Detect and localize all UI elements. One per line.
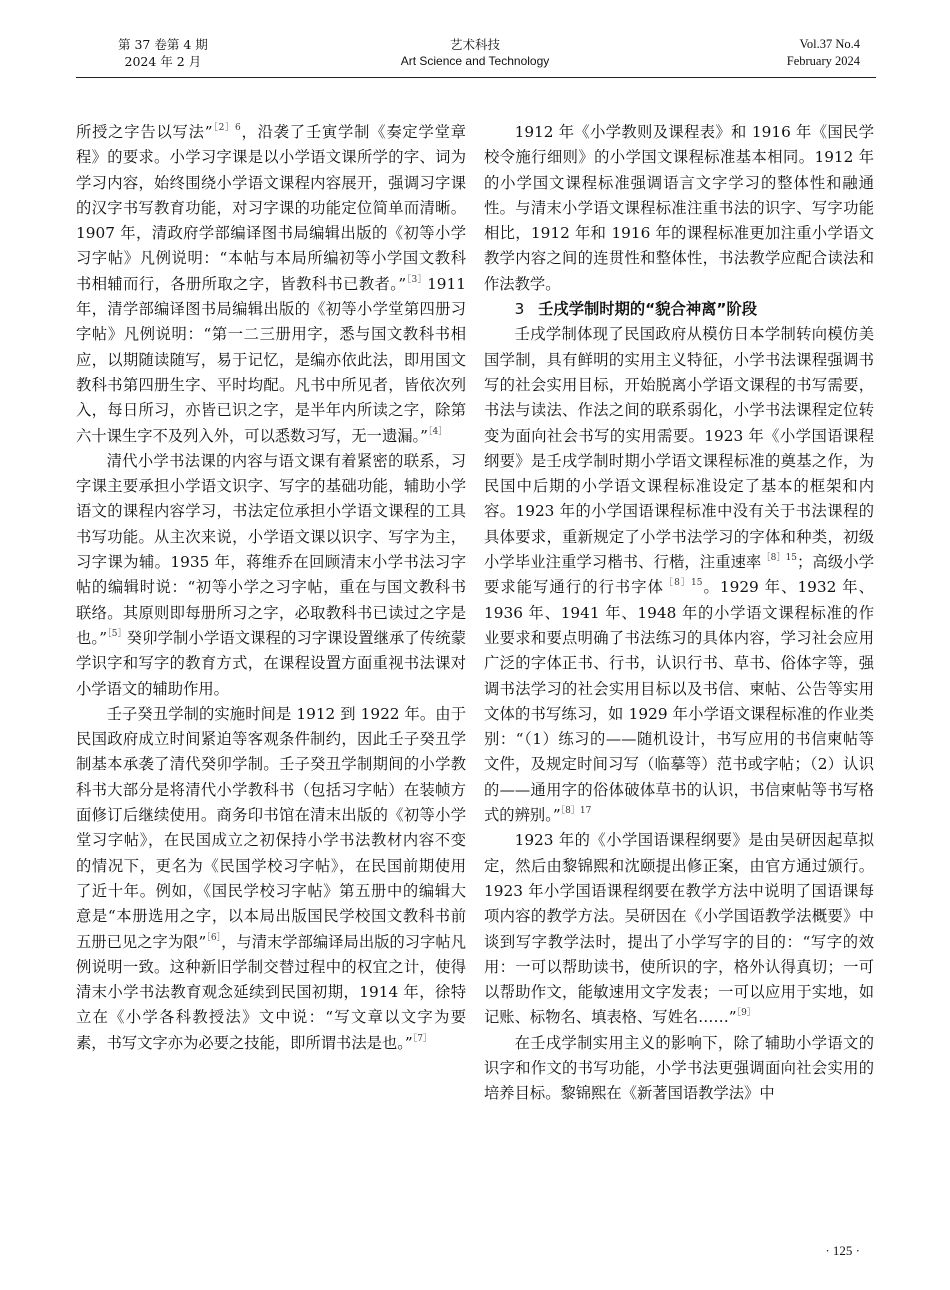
paragraph-text: 1912 年《小学教则及课程表》和 1916 年《国民学校令施行细则》的小学国文课程标准基本相同。1912 年的小学国文课程标准强调语言文字学习的整体性和融通性。与清末小学语文课程标准注重书法的识字、写字功能相比，1912 年和 1916 年的课程标准更加注重小学语文教学内容之间的连贯性和整体性，书法教学应配合读法和作法教学。 [484,123,874,293]
citation-ref: ［4］ [428,426,448,437]
paragraph-text: 清代小学书法课的内容与语文课有着紧密的联系，习字课主要承担小学语文识字、写字的基础功能，辅助小学语文的课程内容学习，书法定位承担小学语文课程的工具书写功能。从主次来说，小学语文课以识字、写字为主，习字课为辅。1935 年，蒋维乔在回顾清末小学书法习字帖的编辑时说：“初等小学之习字帖，重在与国文教科书联络。其原则即每册所习之字，必取教科书已读过之字是也。” [76,451,466,647]
citation-ref: ［8］15 [664,578,703,589]
paragraph-text: 壬子癸丑学制的实施时间是 1912 到 1922 年。由于民国政府成立时间紧迫等客观条件制约，因此壬子癸丑学制基本承袭了清代癸卯学制。壬子癸丑学制期间的小学教科书大部分是将清代小学教科书（包括习字帖）在装帧方面修订后继续使用。商务印书馆在清末出版的《初等小学堂习字帖》，在民国成立之初保持小学书法教材内容不变的情况下，更名为《民国学校习字帖》，在民国前期使用了近十年。例如，《国民学校习字帖》第五册中的编辑大意是“本册选用之字，以本局出版国民学校国文教科书前五册已见之字为限” [76,704,466,951]
journal-volume-header-en [787,36,860,70]
paragraph-text: ；高级小学要求能写通行的行书字体 [484,553,874,597]
paragraph [76,702,466,1056]
issue-date: 2024 年 2 月 [124,54,202,69]
paragraph [484,322,874,828]
section-heading [484,297,874,322]
left-column [76,120,466,1056]
citation-ref: ［8］17 [560,805,592,816]
paragraph [484,828,874,1030]
paragraph-text: ，沿袭了壬寅学制《奏定学堂章程》的要求。小学习字课是以小学语文课所学的字、词为学习内容，始终围绕小学语文课程内容展开，强调习字课的汉字书写教育功能，对习字课的功能定位简单而清晰。1907 年，清政府学部编译图书局编辑出版的《初等小学习字帖》凡例说明：“本帖与本局所编初等小学国文教科书相辅而行，各册所取之字，皆教科书已教者。” [76,123,466,293]
paragraph [76,449,466,702]
paragraph-text: 壬戌学制体现了民国政府从模仿日本学制转向模仿美国学制，具有鲜明的实用主义特征，小学书法课程强调书写的社会实用目标，开始脱离小学语文课程的书写需要，书法与读法、作法之间的联系弱化，小学书法课程定位转变为面向社会书写的实用需要。1923 年《小学国语课程纲要》是壬戌学制时期小学语文课程标准的奠基之作，为民国中后期的小学语文课程标准设定了基本的框架和内容。1923 年的小学国语课程标准中没有关于书法课程的具体要求，重新规定了小学书法学习的字体和种类，初级小学毕业注重学习楷书、行楷，注重速率 [484,325,874,572]
right-column [484,120,874,1107]
page-number: · 125 · [825,1243,860,1258]
right-column-body [484,322,874,1106]
paragraph-text: 在壬戌学制实用主义的影响下，除了辅助小学语文的识字和作文的书写功能，小学书法更强调面向社会实用的培养目标。黎锦熙在《新著国语教学法》中 [484,1033,874,1103]
paragraph-text: 癸卯学制小学语文课程的习字课设置继承了传统蒙学识字和写字的教育方式，在课程设置方面重视书法课对小学语文的辅助作用。 [76,628,466,698]
right-column-intro [484,120,874,297]
paragraph-text: 1923 年的《小学国语课程纲要》是由吴研因起草拟定，然后由黎锦熙和沈颐提出修正案，由官方通过颁行。1923 年小学国语课程纲要在教学方法中说明了国语课每项内容的教学方法。吴研因在《小学国语教学法概要》中谈到写字教学法时，提出了小学写字的目的：“写字的效用：一可以帮助读书，使所识的字，格外认得真切；一可以帮助作文，能敏速用文字发表；一可以应用于实地，如记账、标物名、填表格、写姓名……” [484,831,874,1027]
citation-ref: ［8］15 [761,552,798,563]
journal-title-en: Art Science and Technology [400,54,550,68]
citation-ref: ［2］6 [212,122,241,133]
paragraph [484,1031,874,1107]
journal-title-cn: 艺术科技 [449,37,500,52]
citation-ref: ［6］ [206,932,222,943]
volume-issue: 第 37 卷第 4 期 [118,37,208,52]
header-rule [76,77,876,78]
paragraph [76,120,466,449]
paragraph-text: 。1929 年、1932 年、1936 年、1941 年、1948 年的小学语文课程标准的作业要求和要点明确了书法练习的具体内容，学习社会应用广泛的字体正书、行书，认识行书、草书、俗体字等，强调书法学习的社会实用目标以及书信、柬帖、公告等实用文体的书写练习，如 1929 年小学语文课程标准的作业类别：“（1）练习的——随机设计，书写应用的书信柬帖等文件，及规定时间习写（临摹等）范书或字帖；（2）认识的——通用字的俗体破体草书的认识，书信柬帖等书写格式的辨别。” [484,578,874,825]
section-title: 壬戌学制时期的“貌合神离”阶段 [538,300,758,319]
citation-ref: ［9］ [736,1008,756,1019]
paragraph [484,120,874,297]
section-number: 3 [514,300,525,319]
citation-ref: ［3］ [406,274,428,285]
issue-date-en: February 2024 [786,54,860,68]
paragraph-text: 1911 年，清学部编译图书局编辑出版的《初等小学堂第四册习字帖》凡例说明：“第一二三册用字，悉与国文教科书相应，以期随读随写，易于记忆，是编亦依此法，即用国文教科书第四册生字、平时均配。凡书中所见者，皆依次列入，每日所习，亦皆已识之字，是半年内所读之字，除第六十课生字不及列入外，可以悉数习写，无一遗漏。” [76,274,467,445]
citation-ref: ［7］ [412,1033,432,1044]
paragraph-text: 所授之字告以写法” [76,123,213,141]
volume-issue-en: Vol.37 No.4 [799,37,860,51]
citation-ref: ［5］ [107,628,127,639]
paragraph-text: ，与清末学部编译局出版的习字帖凡例说明一致。这种新旧学制交替过程中的权宜之计，使得清末小学书法教育观念延续到民国初期，1914 年，徐特立在《小学各科教授法》文中说：“写文章以文字为要素，书写文字亦为必要之技能，即所谓书法是也。” [76,932,466,1052]
